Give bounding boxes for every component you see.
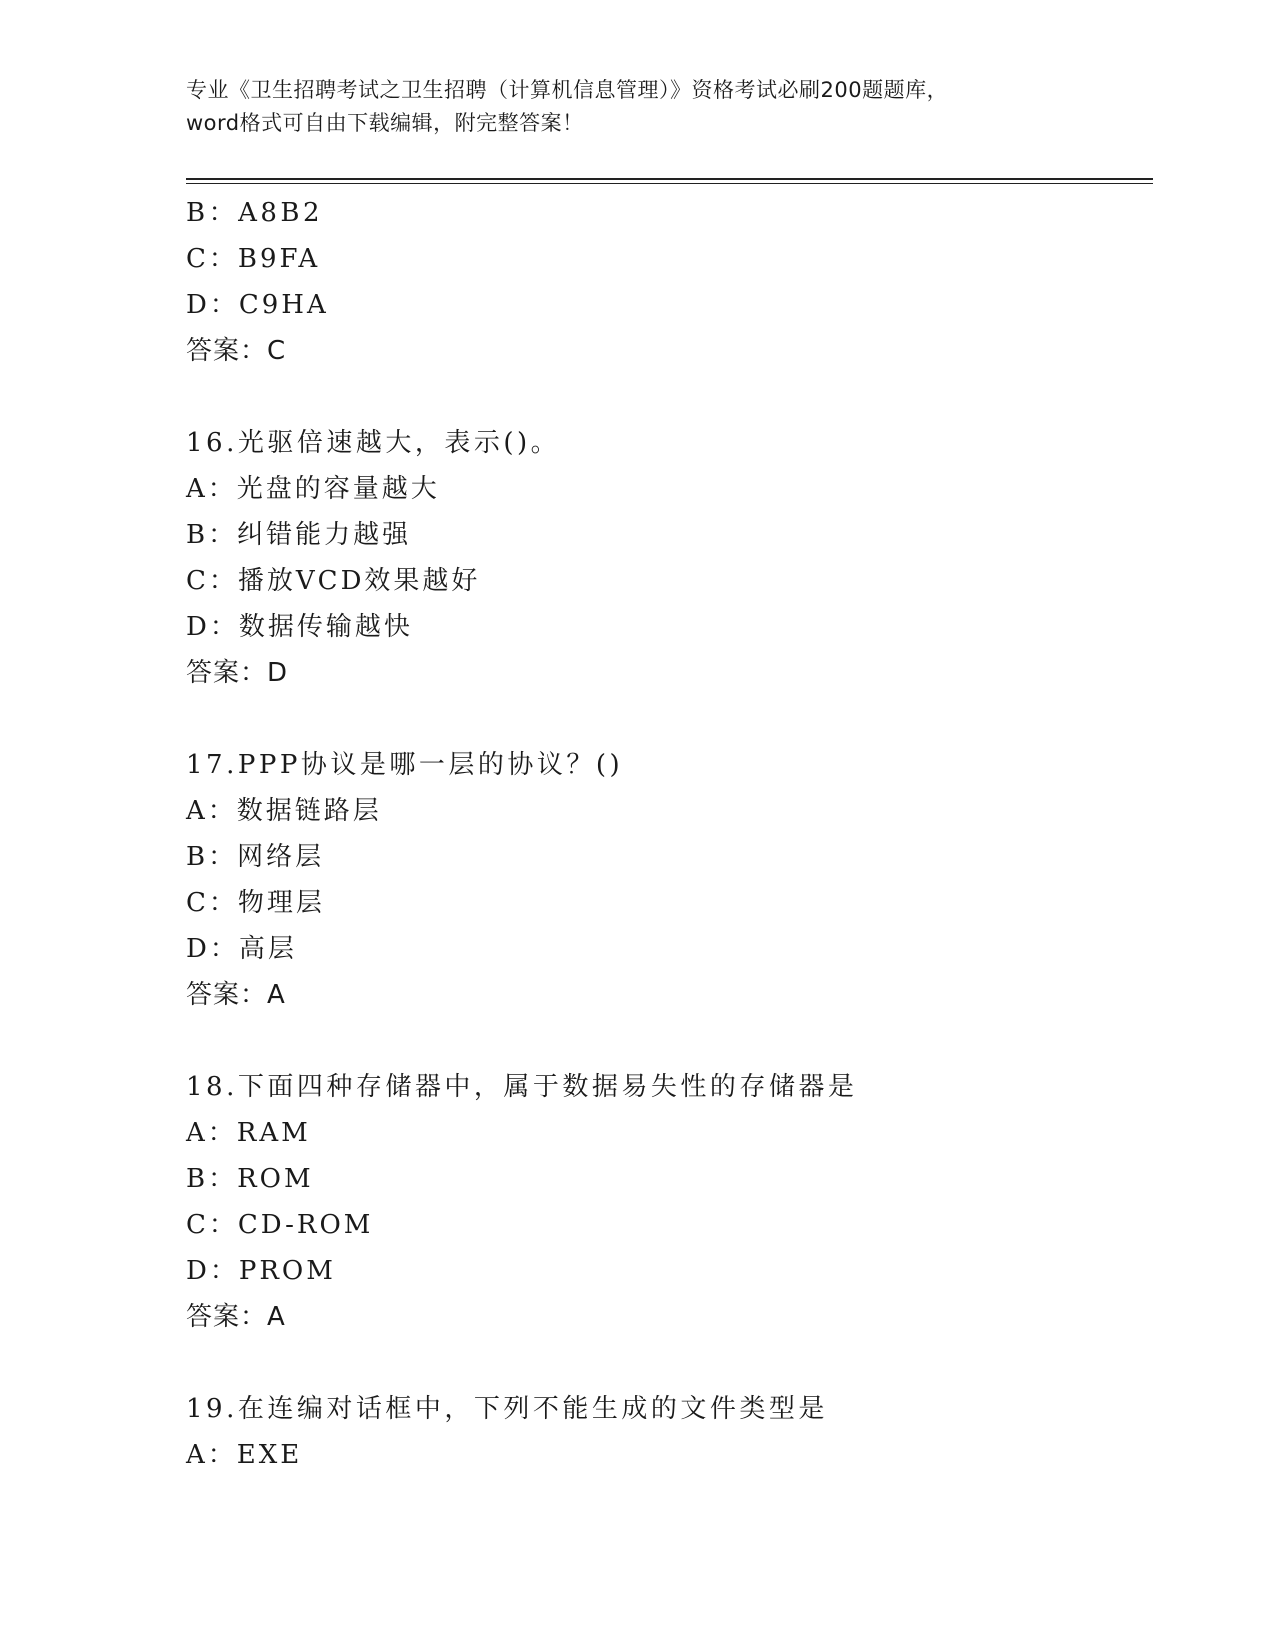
spacer [186, 1340, 1153, 1386]
question-15-continued [186, 190, 1153, 374]
answer-line: 答案：C [186, 336, 287, 366]
question-18 [186, 1064, 1153, 1340]
option-c: C：B9FA [186, 244, 321, 274]
question-16 [186, 420, 1153, 696]
header-divider-thin [186, 183, 1153, 184]
question-19 [186, 1386, 1153, 1478]
answer-line: 答案：D [186, 658, 289, 688]
option-b: B：纠错能力越强 [186, 520, 412, 550]
option-c: C：物理层 [186, 888, 325, 918]
header-title-line-2: word格式可自由下载编辑，附完整答案！ [186, 111, 584, 135]
option-b: B：A8B2 [186, 198, 324, 228]
option-a: A：数据链路层 [186, 796, 382, 826]
answer-line: 答案：A [186, 980, 286, 1010]
question-list [186, 190, 1153, 1478]
header-title-line-1: 专业《卫生招聘考试之卫生招聘（计算机信息管理）》资格考试必刷200题题库， [186, 78, 949, 102]
option-c: C：播放VCD效果越好 [186, 566, 481, 596]
option-a: A：EXE [186, 1440, 303, 1470]
option-a: A：RAM [186, 1118, 311, 1148]
spacer [186, 1018, 1153, 1064]
question-stem: 19.在连编对话框中，下列不能生成的文件类型是 [186, 1394, 828, 1424]
answer-line: 答案：A [186, 1302, 286, 1332]
option-c: C：CD-ROM [186, 1210, 374, 1240]
option-b: B：网络层 [186, 842, 325, 872]
question-stem: 17.PPP协议是哪一层的协议？() [186, 750, 624, 780]
option-b: B：ROM [186, 1164, 314, 1194]
option-a: A：光盘的容量越大 [186, 474, 440, 504]
question-17 [186, 742, 1153, 1018]
header-divider [186, 178, 1153, 180]
spacer [186, 374, 1153, 420]
option-d: D：高层 [186, 934, 297, 964]
question-stem: 16.光驱倍速越大，表示()。 [186, 428, 561, 458]
spacer [186, 696, 1153, 742]
document-header [186, 74, 1086, 140]
option-d: D：C9HA [186, 290, 329, 320]
option-d: D：数据传输越快 [186, 612, 413, 642]
option-d: D：PROM [186, 1256, 336, 1286]
question-stem: 18.下面四种存储器中，属于数据易失性的存储器是 [186, 1072, 858, 1102]
